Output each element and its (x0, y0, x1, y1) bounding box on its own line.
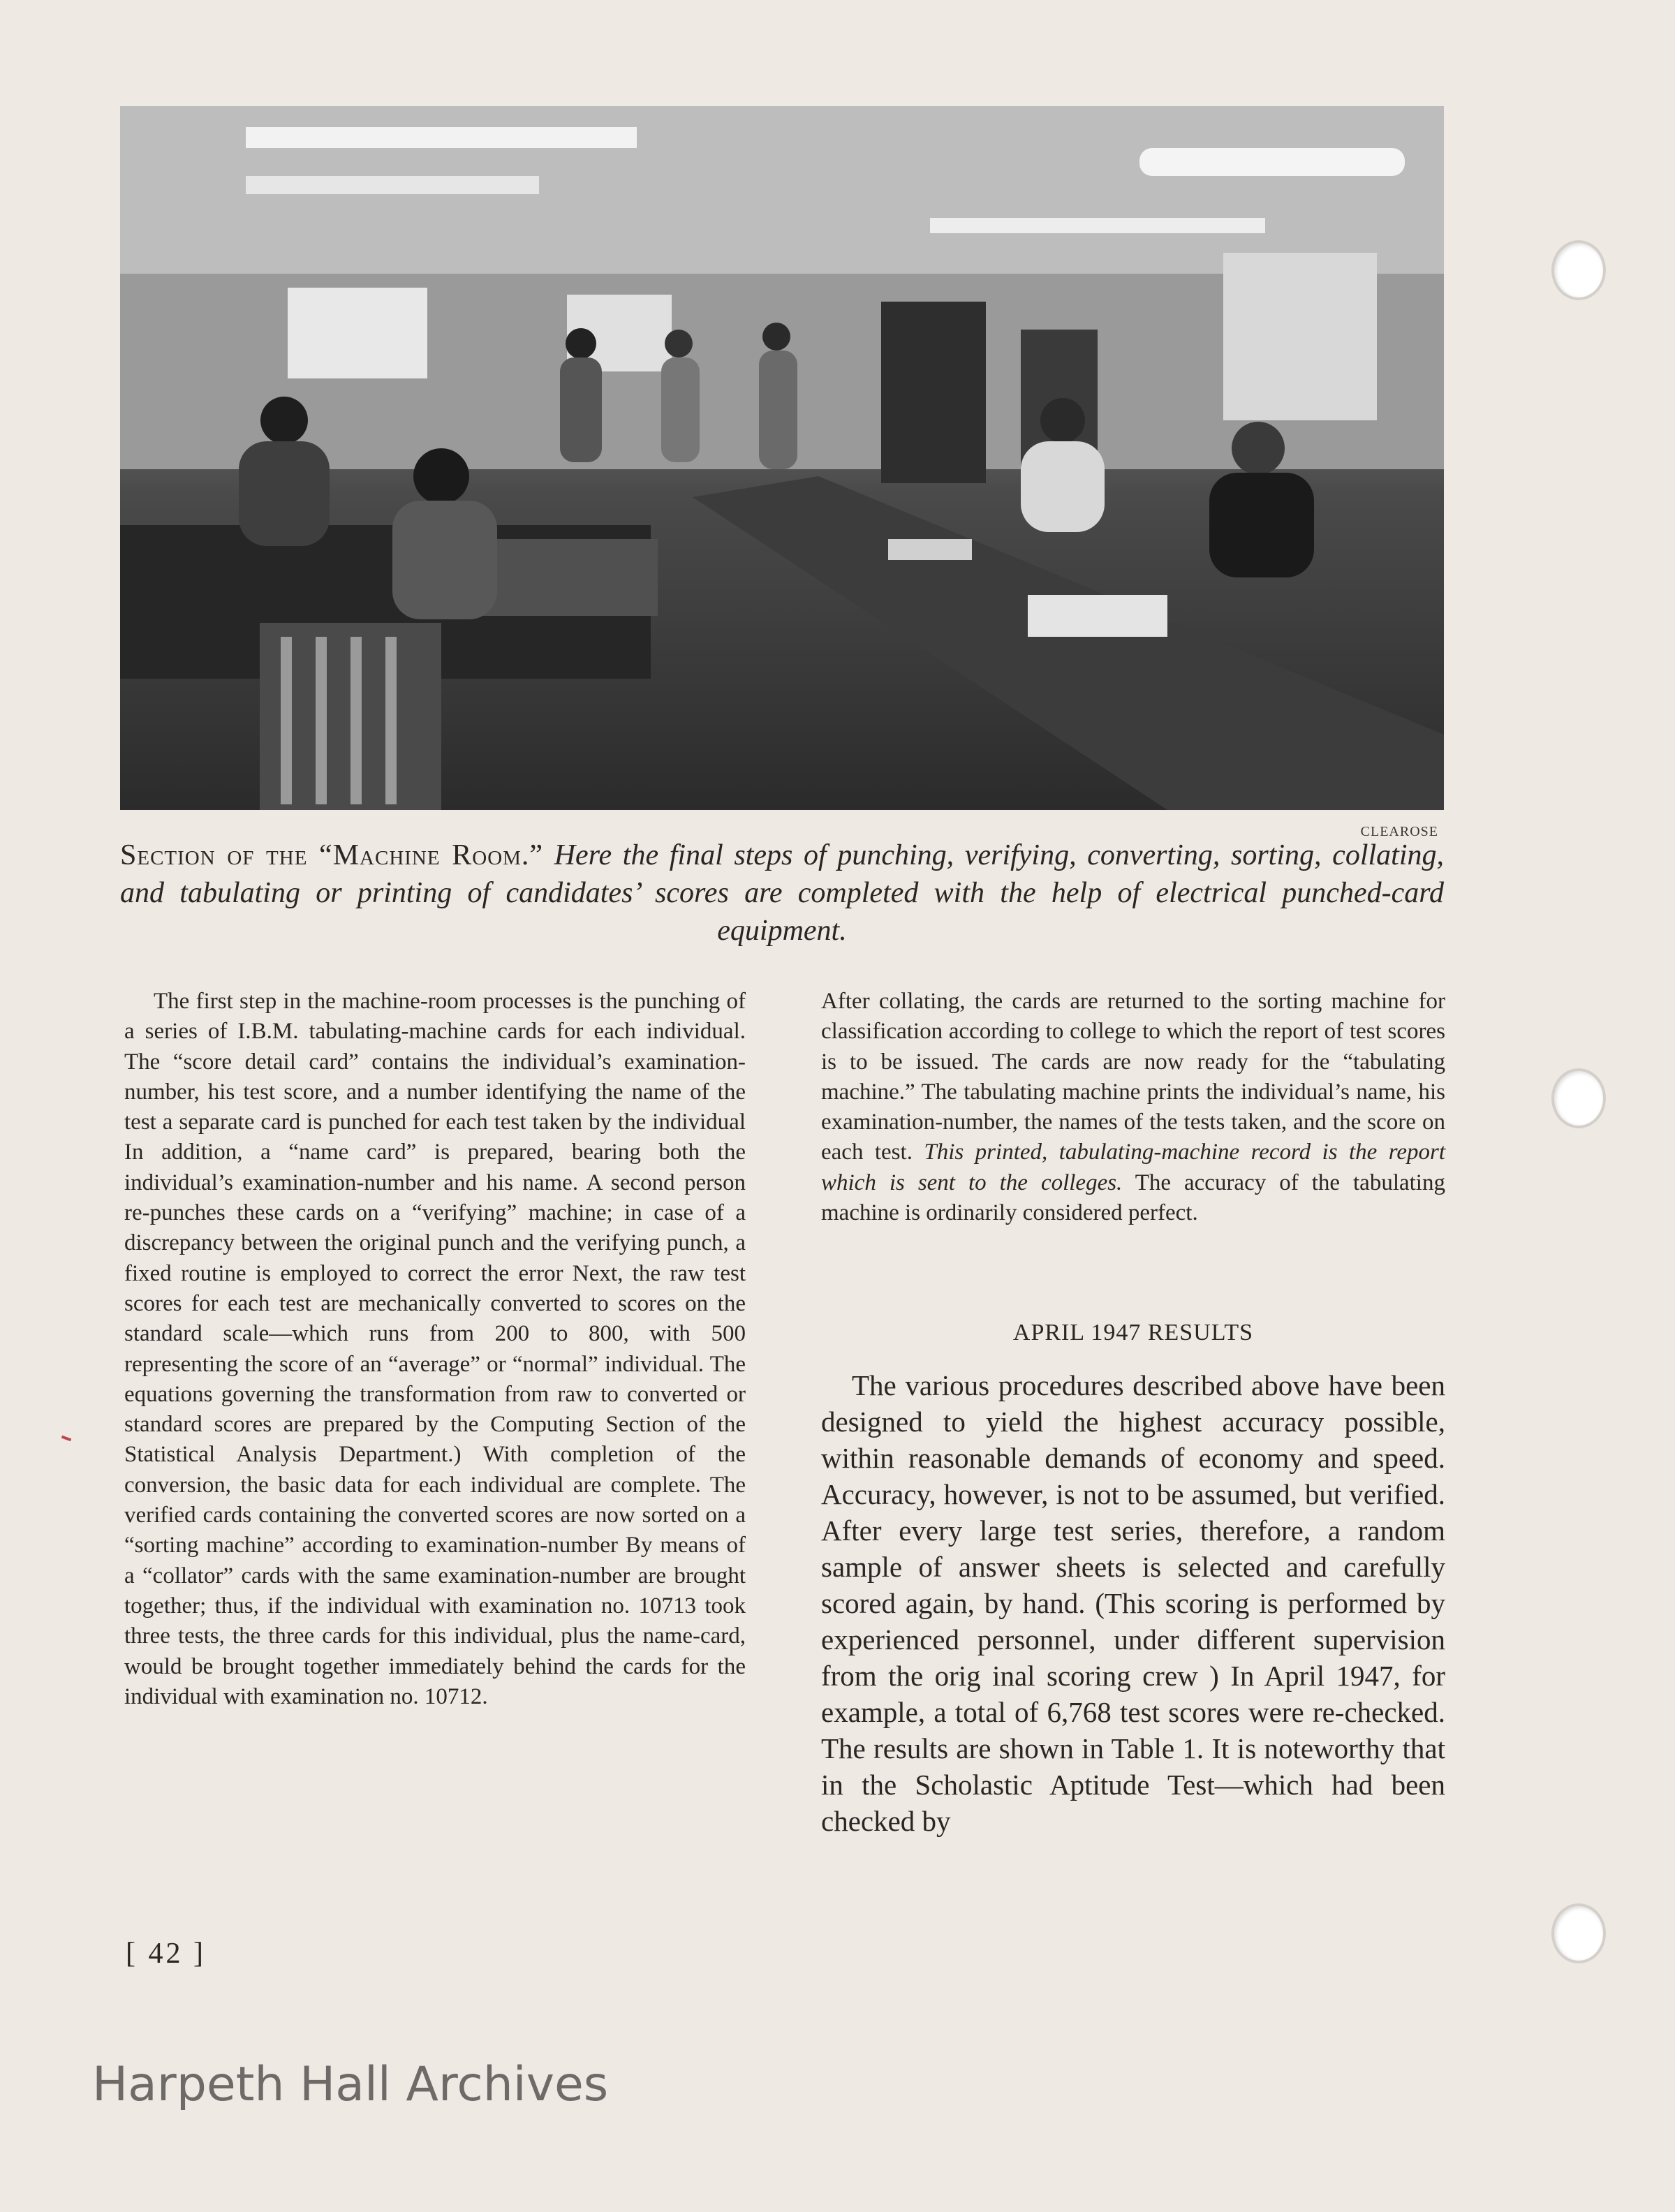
binder-hole-icon (1551, 1068, 1606, 1128)
caption-text: Here the final steps of punching, verifying, converting, sorting, collating, and tabulating or printing of candidates’ scores are completed with the help of electrical punched-card equipment. (120, 839, 1444, 947)
right-column (821, 987, 1445, 1228)
photo-icon (120, 106, 1444, 810)
binder-hole-icon (1551, 1903, 1606, 1963)
right-paragraph-italic: This printed, tabulating-machine record is the report which is sent to the colleges. (821, 1140, 1445, 1195)
photo-credit: CLEAROSE (1360, 824, 1438, 839)
ink-mark (61, 1436, 72, 1442)
left-column-paragraph: The first step in the machine-room processes is the punching of a series of I.B.M. tabulating-machine cards for each individual. The “score detail card” contains the individual’s examination-number, his test score, and a number identifying the name of the test a separate card is punched for each test taken by the individual In addition, a “name card” is prepared, bearing both the individual’s examination-number and his name. A second person re-punches these cards on a “verifying” machine; in case of a discrepancy between the original punch and the verifying punch, a fixed routine is employed to correct the error Next, the raw test scores for each test are mechanically converted to scores on the standard scale—which runs from 200 to 800, with 500 representing the score of an “average” or “normal” individual. The equations governing the transformation from raw to converted or standard scores are prepared by the Computing Section of the Statistical Analysis Department.) With completion of the conversion, the basic data for each individual are complete. The verified cards containing the converted scores are now sorted on a “sorting machine” according to examination-number By means of a “collator” cards with the same examination-number are brought together; thus, if the individual with examination no. 10713 took three tests, the three cards for this individual, plus the name-card, would be brought together immediately behind the cards for the individual with examination no. 10712. (124, 989, 746, 1709)
page-number: [ 42 ] (126, 1938, 206, 1970)
results-paragraph: The various procedures described above have been designed to yield the highest accuracy possible, within reasonable demands of economy and speed. Accuracy, however, is not to be assumed, but verified. After every large test series, therefore, a random sample of answer sheets is selected and carefully scored again, by hand. (This scoring is performed by experienced personnel, under different supervision from the orig inal scoring crew ) In April 1947, for example, a total of 6,768 test scores were re-checked. The results are shown in Table 1. It is noteworthy that in the Scholastic Aptitude Test—which had been checked by (821, 1369, 1445, 1837)
right-paragraph-end: The accuracy of the tabulating machine is ordinarily considered perfect. (821, 1170, 1445, 1226)
caption-lead: Section of the “Machine Room.” (120, 839, 544, 871)
binder-hole-icon (1551, 240, 1606, 300)
section-heading: APRIL 1947 RESULTS (1012, 1320, 1254, 1345)
right-column-paragraph (821, 987, 1445, 1228)
right-paragraph-start: After collating, the cards are returned to the sorting machine for classification according to college to which the report of test scores is to be issued. The cards are now ready for the “tabulating machine.” The tabulating machine prints the individual’s name, his examination-number, the names of the tests taken, and the score on each test. (821, 989, 1445, 1165)
machine-room-photograph (120, 106, 1444, 810)
results-column (821, 1367, 1445, 1839)
photo-caption (120, 836, 1444, 950)
left-column (124, 987, 746, 1712)
archive-watermark: Harpeth Hall Archives (92, 2057, 609, 2112)
